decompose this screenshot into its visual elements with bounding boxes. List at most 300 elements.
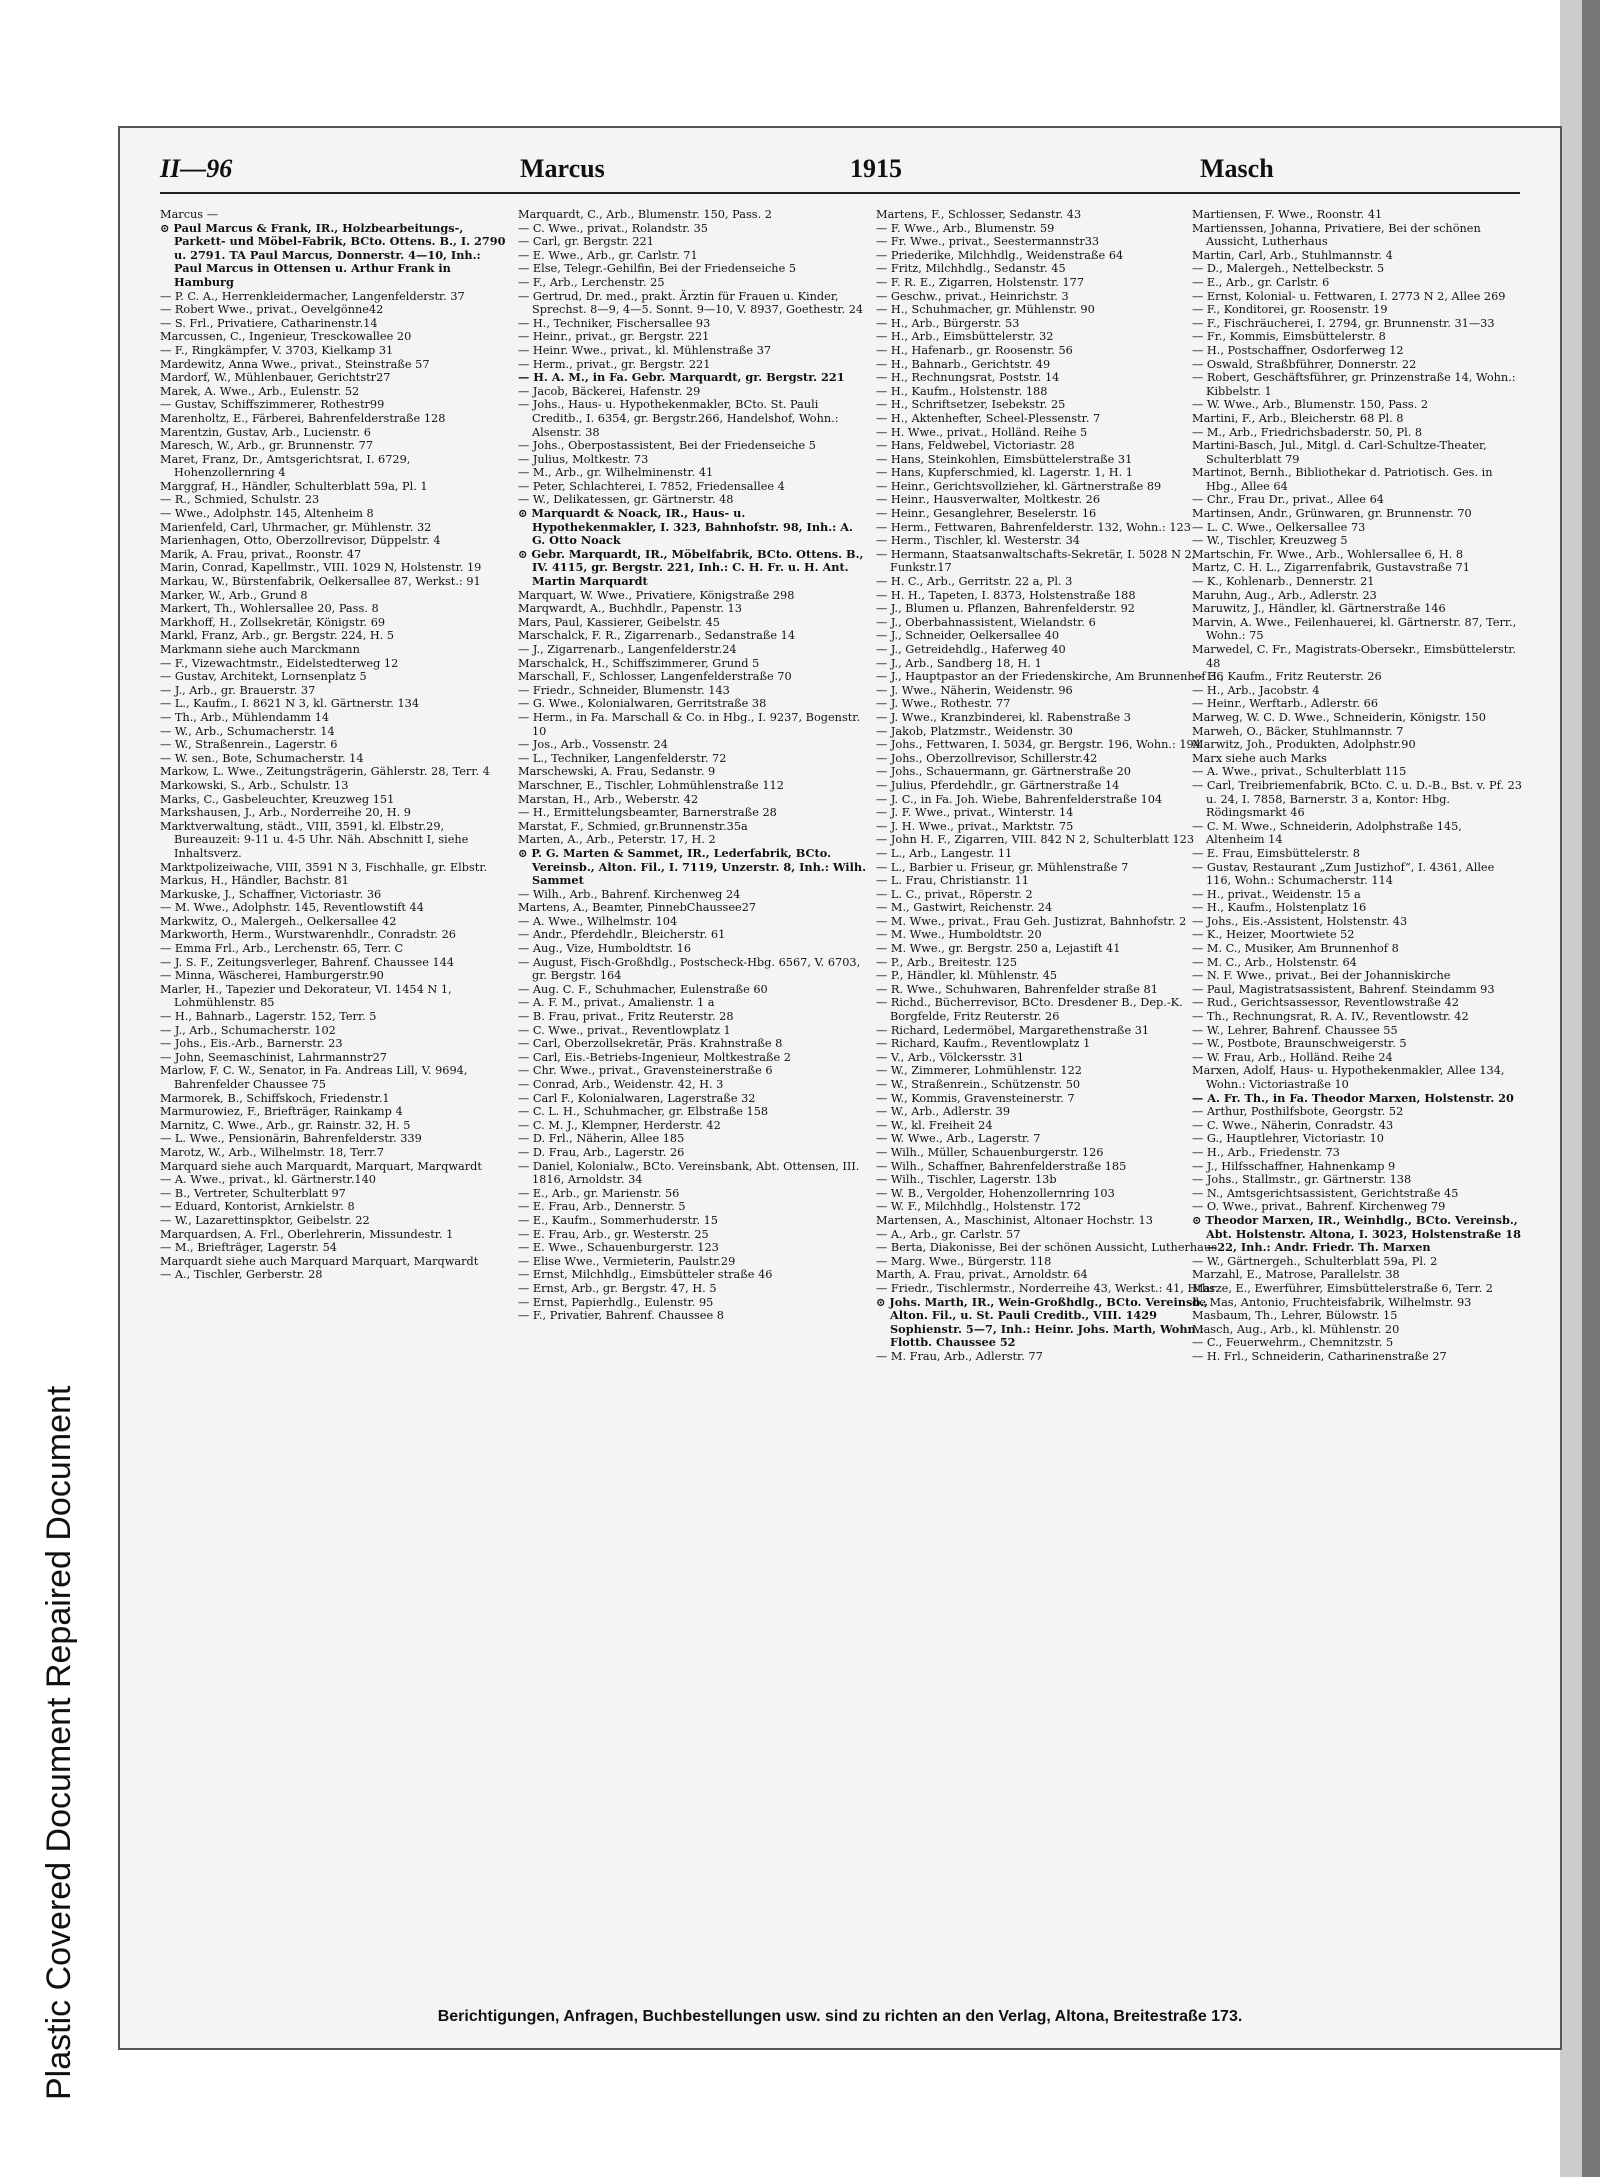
- directory-entry: — L. Wwe., Pensionärin, Bahrenfelderstr. 339: [160, 1132, 422, 1146]
- directory-entry: — Ernst, Papierhdlg., Eulenstr. 95: [518, 1295, 714, 1309]
- directory-entry: Mardewitz, Anna Wwe., privat., Steinstraße 57: [160, 357, 430, 371]
- directory-entry: — Jacob, Bäckerei, Hafenstr. 29: [518, 384, 701, 398]
- directory-entry: Marquard siehe auch Marquardt, Marquart, Marqwardt: [160, 1159, 482, 1173]
- directory-entry: Marienhagen, Otto, Oberzollrevisor, Düppelstr. 4: [160, 534, 441, 548]
- directory-entry: Marggraf, H., Händler, Schulterblatt 59a, Pl. 1: [160, 479, 428, 493]
- directory-entry: — F., Arb., Lerchenstr. 25: [518, 275, 665, 289]
- directory-entry: Markhoff, H., Zollsekretär, Königstr. 69: [160, 615, 386, 629]
- directory-entry: — W., Zimmerer, Lohmühlenstr. 122: [876, 1064, 1082, 1078]
- directory-entry: — M. C., Arb., Holstenstr. 64: [1192, 955, 1357, 969]
- directory-entry: — Wilh., Arb., Bahrenf. Kirchenweg 24: [518, 887, 741, 901]
- directory-entry: — August, Fisch-Großhdlg., Postscheck-Hbg. 6567, V. 6703, gr. Bergstr. 164: [518, 955, 861, 983]
- directory-entry: Marcussen, C., Ingenieur, Tresckowallee 20: [160, 330, 412, 344]
- directory-entry: — Fr. Wwe., privat., Seestermannstr33: [876, 235, 1100, 249]
- directory-entry: — J. Wwe., Rothestr. 77: [876, 697, 1011, 711]
- directory-entry: Markworth, Herm., Wurstwarenhdlr., Conradstr. 26: [160, 928, 456, 942]
- directory-entry: — W., Arb., Adlerstr. 39: [876, 1105, 1011, 1119]
- directory-entry: — Hans, Kupferschmied, kl. Lagerstr. 1, H. 1: [876, 466, 1133, 480]
- directory-entry: — Ernst, Kolonial- u. Fettwaren, I. 2773 N 2, Allee 269: [1192, 289, 1506, 303]
- directory-entry: — Julius, Pferdehdlr., gr. Gärtnerstraße 14: [876, 778, 1120, 792]
- header-right-word: Masch: [1200, 154, 1274, 183]
- directory-entry: — W., Lehrer, Bahrenf. Chaussee 55: [1192, 1023, 1398, 1037]
- directory-entry: Marik, A. Frau, privat., Roonstr. 47: [160, 547, 362, 561]
- directory-entry: Marschalck, F. R., Zigarrenarb., Sedanstraße 14: [518, 629, 796, 643]
- directory-entry: — Heinr., Gesanglehrer, Beselerstr. 16: [876, 507, 1097, 521]
- directory-entry: — Johs., Oberpostassistent, Bei der Friedenseiche 5: [518, 439, 816, 453]
- directory-entry: — C. L. H., Schuhmacher, gr. Elbstraße 158: [518, 1105, 769, 1119]
- directory-entry: — M. Wwe., Adolphstr. 145, Reventlowstift 44: [160, 901, 424, 915]
- directory-entry: — J. F. Wwe., privat., Winterstr. 14: [876, 806, 1074, 820]
- directory-entry: Marth, A. Frau, privat., Arnoldstr. 64: [876, 1268, 1088, 1282]
- directory-entry: Marschewski, A. Frau, Sedanstr. 9: [518, 765, 716, 779]
- directory-entry: — Herm., privat., gr. Bergstr. 221: [518, 357, 711, 371]
- directory-entry: — E. Frau, Arb., gr. Westerstr. 25: [518, 1227, 709, 1241]
- directory-entry: — Heinr. Wwe., privat., kl. Mühlenstraße 37: [518, 343, 772, 357]
- directory-entry: — Geschw., privat., Heinrichstr. 3: [876, 289, 1069, 303]
- directory-entry: — C. Wwe., privat., Rolandstr. 35: [518, 221, 708, 235]
- directory-entry: — J., Arb., Sandberg 18, H. 1: [876, 656, 1042, 670]
- directory-entry: — L. C., privat., Röperstr. 2: [876, 887, 1033, 901]
- directory-entry: Markshausen, J., Arb., Norderreihe 20, H. 9: [160, 806, 411, 820]
- directory-entry: — H., Bahnarb., Gerichtstr. 49: [876, 357, 1051, 371]
- directory-entry: — Ernst, Arb., gr. Bergstr. 47, H. 5: [518, 1281, 717, 1295]
- directory-entry: Marxen, Adolf, Haus- u. Hypothekenmakler, Allee 134, Wohn.: Victoriastraße 10: [1192, 1064, 1505, 1091]
- directory-entry: — H., Arb., Eimsbüttelerstr. 32: [876, 330, 1054, 344]
- directory-entry: Mars, Paul, Kassierer, Geibelstr. 45: [518, 615, 720, 629]
- page-number: II—96: [160, 154, 233, 183]
- directory-entry: — Hermann, Staatsanwaltschafts-Sekretär, I. 5028 N 2, Funkstr.17: [876, 547, 1196, 575]
- directory-entry: Maruwitz, J., Händler, kl. Gärtnerstraße 146: [1192, 602, 1446, 616]
- directory-entry: — A. Fr. Th., in Fa. Theodor Marxen, Holstenstr. 20: [1192, 1090, 1514, 1105]
- directory-entry: — C., Feuerwehrm., Chemnitzstr. 5: [1192, 1336, 1394, 1350]
- directory-entry: — J., Hauptpastor an der Friedenskirche, Am Brunnenhof 36: [876, 670, 1224, 684]
- directory-entry: Marten, A., Arb., Peterstr. 17, H. 2: [518, 833, 716, 847]
- directory-entry: — Jos., Arb., Vossenstr. 24: [518, 738, 668, 752]
- directory-entry: Marschall, F., Schlosser, Langenfelderstraße 70: [518, 670, 792, 684]
- directory-entry: — J. Wwe., Näherin, Weidenstr. 96: [876, 683, 1073, 697]
- directory-entry: Martini-Basch, Jul., Mitgl. d. Carl-Schultze-Theater, Schulterblatt 79: [1192, 439, 1487, 466]
- directory-entry: — H., Kaufm., Fritz Reuterstr. 26: [1192, 670, 1382, 684]
- directory-entry: — H., Ermittelungsbeamter, Barnerstraße 28: [518, 806, 777, 820]
- directory-entry: — Johs., Haus- u. Hypothekenmakler, BCto. St. Pauli Creditb., I. 6354, gr. Bergstr.266, Handelshof, Wohn.: Alsenstr. 38: [518, 398, 839, 439]
- directory-entry: — C. M. J., Klempner, Herderstr. 42: [518, 1118, 721, 1132]
- directory-entry: — W. sen., Bote, Schumacherstr. 14: [160, 751, 364, 765]
- directory-entry: — Conrad, Arb., Weidenstr. 42, H. 3: [518, 1078, 724, 1091]
- directory-entry: — P., Händler, kl. Mühlenstr. 45: [876, 969, 1058, 983]
- directory-entry: — Jakob, Platzmstr., Weidenstr. 30: [876, 724, 1073, 738]
- directory-entry: Marker, W., Arb., Grund 8: [160, 588, 308, 602]
- directory-entry: — J. H. Wwe., privat., Marktstr. 75: [876, 819, 1074, 833]
- directory-entry: Maruhn, Aug., Arb., Adlerstr. 23: [1192, 588, 1377, 602]
- directory-entry: Marquardt siehe auch Marquard Marquart, Marqwardt: [160, 1254, 479, 1268]
- directory-entry: — A., Arb., gr. Carlstr. 57: [876, 1227, 1021, 1241]
- directory-entry: — W., Delikatessen, gr. Gärtnerstr. 48: [518, 493, 734, 507]
- directory-entry: — H., Postschaffner, Osdorferweg 12: [1192, 343, 1404, 357]
- directory-entry: — Carl, Oberzollsekretär, Präs. Krahnstraße 8: [518, 1037, 783, 1051]
- directory-entry: — H., Techniker, Fischersallee 93: [518, 316, 711, 330]
- directory-entry: — M. Wwe., gr. Bergstr. 250 a, Lejastift 41: [876, 942, 1121, 956]
- directory-entry: — A., Tischler, Gerberstr. 28: [160, 1268, 323, 1282]
- directory-entry: — Wilh., Müller, Schauenburgerstr. 126: [876, 1145, 1104, 1159]
- directory-entry: Marentzin, Gustav, Arb., Lucienstr. 6: [160, 425, 371, 439]
- directory-entry: — B. Frau, privat., Fritz Reuterstr. 28: [518, 1010, 734, 1024]
- directory-entry: Martienssen, Johanna, Privatiere, Bei der schönen Aussicht, Lutherhaus: [1192, 221, 1481, 249]
- directory-entry: — Paul, Magistratsassistent, Bahrenf. Steindamm 93: [1192, 982, 1495, 996]
- directory-entry: Marschner, E., Tischler, Lohmühlenstraße 112: [518, 778, 784, 792]
- directory-entry: — J. C., in Fa. Joh. Wiebe, Bahrenfelderstraße 104: [876, 792, 1163, 806]
- directory-entry: Marmorek, B., Schiffskoch, Friedenstr.1: [160, 1091, 390, 1105]
- directory-entry: — H., privat., Weidenstr. 15 a: [1192, 887, 1361, 901]
- directory-entry: — J., Blumen u. Pflanzen, Bahrenfelderstr. 92: [876, 602, 1135, 616]
- directory-entry: — M. Frau, Arb., Adlerstr. 77: [876, 1349, 1043, 1363]
- directory-entry: — E., Arb., gr. Marienstr. 56: [518, 1186, 680, 1200]
- directory-entry: — L., Barbier u. Friseur, gr. Mühlenstraße 7: [876, 860, 1129, 874]
- directory-entry: — C. Wwe., privat., Reventlowplatz 1: [518, 1023, 731, 1037]
- directory-entry: — A. F. M., privat., Amalienstr. 1 a: [518, 996, 715, 1010]
- directory-entry: Marktverwaltung, städt., VIII, 3591, kl. Elbstr.29, Bureauzeit: 9-11 u. 4-5 Uhr. Näh. Abschnitt I, siehe Inhaltsverz.: [160, 819, 469, 860]
- directory-entry: Marienfeld, Carl, Uhrmacher, gr. Mühlenstr. 32: [160, 520, 432, 534]
- page-footer: Berichtigungen, Anfragen, Buchbestellungen usw. sind zu richten an den Verlag, Altona, Breitestraße 173.: [437, 2008, 1243, 2025]
- directory-entry: — E. Wwe., Schauenburgerstr. 123: [518, 1241, 719, 1255]
- page-header: [160, 148, 1520, 194]
- directory-entry: — M. C., Musiker, Am Brunnenhof 8: [1192, 942, 1399, 956]
- directory-entry: — Arthur, Posthilfsbote, Georgstr. 52: [1192, 1105, 1404, 1119]
- directory-entry: ⊙ P. G. Marten & Sammet, IR., Lederfabrik, BCto. Vereinsb., Alton. Fil., I. 7119, Unzerstr. 8, Inh.: Wilh. Sammet: [518, 845, 867, 888]
- directory-entry: Markmann siehe auch Marckmann: [160, 643, 360, 656]
- directory-entry: — M., Arb., gr. Wilhelminenstr. 41: [518, 466, 714, 480]
- directory-entry: Markow, L. Wwe., Zeitungsträgerin, Gählerstr. 28, Terr. 4: [160, 765, 490, 779]
- directory-entry: — G., Hauptlehrer, Victoriastr. 10: [1192, 1132, 1384, 1146]
- directory-entry: Markau, W., Bürstenfabrik, Oelkersallee 87, Werkst.: 91: [160, 575, 481, 589]
- directory-entry: ⊙ Theodor Marxen, IR., Weinhdlg., BCto. Vereinsb., Abt. Holstenstr. Altona, I. 3023, Holstenstraße 18—22, Inh.: Andr. Friedr. Th. Marxen: [1192, 1212, 1522, 1255]
- header-left-word: Marcus: [520, 154, 605, 183]
- directory-entry: Marschalck, H., Schiffszimmerer, Grund 5: [518, 656, 760, 670]
- directory-entry: — Johs., Schauermann, gr. Gärtnerstraße 20: [876, 765, 1131, 779]
- directory-page: [120, 128, 1560, 2048]
- directory-entry: Marenholtz, E., Färberei, Bahrenfelderstraße 128: [160, 411, 446, 425]
- directory-entry: — J., Hilfsschaffner, Hahnenkamp 9: [1192, 1159, 1396, 1173]
- directory-entry: Marotz, W., Arb., Wilhelmstr. 18, Terr.7: [160, 1145, 384, 1159]
- directory-entry: — H., Schriftsetzer, Isebekstr. 25: [876, 398, 1066, 412]
- directory-entry: — Richard, Kaufm., Reventlowplatz 1: [876, 1037, 1091, 1051]
- directory-entry: — Heinr., privat., gr. Bergstr. 221: [518, 330, 710, 344]
- directory-entry: — J. Wwe., Kranzbinderei, kl. Rabenstraße 3: [876, 710, 1131, 724]
- directory-entry: — Johs., Eis.-Assistent, Holstenstr. 43: [1192, 914, 1408, 928]
- side-label-text: Plastic Covered Document Repaired Document: [40, 1385, 78, 2100]
- directory-entry: — J., Schneider, Oelkersallee 40: [876, 629, 1060, 643]
- directory-entry: Martinsen, Andr., Grünwaren, gr. Brunnenstr. 70: [1192, 507, 1472, 521]
- directory-entry: — F. R. E., Zigarren, Holstenstr. 177: [876, 275, 1085, 289]
- directory-entry: — E. Frau, Arb., Dennerstr. 5: [518, 1200, 686, 1214]
- directory-entry: — Gustav, Restaurant „Zum Justizhof“, I. 4361, Allee 116, Wohn.: Schumacherstr. 114: [1192, 860, 1495, 888]
- directory-entry: — H., Bahnarb., Lagerstr. 152, Terr. 5: [160, 1010, 377, 1024]
- directory-entry: — W., Straßenrein., Schützenstr. 50: [876, 1078, 1081, 1091]
- directory-entry: — H., Kaufm., Holstenstr. 188: [876, 384, 1048, 398]
- directory-entry: Martz, C. H. L., Zigarrenfabrik, Gustavstraße 71: [1192, 561, 1470, 575]
- directory-entry: — Aug., Vize, Humboldtstr. 16: [518, 942, 692, 956]
- directory-entry: — S. Frl., Privatiere, Catharinenstr.14: [160, 316, 378, 330]
- directory-entry: — J., Oberbahnassistent, Wielandstr. 6: [876, 615, 1096, 629]
- directory-entry: — M., Briefträger, Lagerstr. 54: [160, 1241, 337, 1255]
- directory-entry: — F., Privatier, Bahrenf. Chaussee 8: [518, 1309, 724, 1323]
- directory-entry: — F., Vizewachtmstr., Eidelstedterweg 12: [160, 656, 399, 670]
- directory-entry: — M. Wwe., Humboldtstr. 20: [876, 928, 1042, 942]
- directory-entry: — Wilh., Tischler, Lagerstr. 13b: [876, 1173, 1057, 1187]
- directory-entry: — Robert, Geschäftsführer, gr. Prinzenstraße 14, Wohn.: Kibbelstr. 1: [1192, 371, 1516, 398]
- directory-entry: — J., Arb., Schumacherstr. 102: [160, 1023, 336, 1037]
- directory-entry: — L. C. Wwe., Oelkersallee 73: [1192, 520, 1366, 534]
- column-4: [1192, 208, 1522, 1363]
- directory-entry: — Carl F., Kolonialwaren, Lagerstraße 32: [518, 1091, 756, 1105]
- directory-entry: — R., Schmied, Schulstr. 23: [160, 493, 320, 507]
- directory-entry: Markert, Th., Wohlersallee 20, Pass. 8: [160, 602, 379, 616]
- directory-entry: — F. Wwe., Arb., Blumenstr. 59: [876, 221, 1055, 235]
- directory-entry: — Fr., Kommis, Eimsbüttelerstr. 8: [1192, 330, 1386, 344]
- directory-entry: ⊙ Marquardt & Noack, IR., Haus- u. Hypothekenmakler, I. 323, Bahnhofstr. 98, Inh.: A. G. Otto Noack: [518, 506, 853, 548]
- directory-entry: Markuske, J., Schaffner, Victoriastr. 36: [160, 887, 382, 901]
- directory-entry: Maresch, W., Arb., gr. Brunnenstr. 77: [160, 439, 374, 453]
- directory-entry: — Elise Wwe., Vermieterin, Paulstr.29: [518, 1254, 736, 1268]
- directory-entry: — Johs., Stallmstr., gr. Gärtnerstr. 138: [1192, 1173, 1412, 1187]
- directory-entry: — Eduard, Kontorist, Arnkielstr. 8: [160, 1200, 355, 1214]
- directory-entry: — John H. F., Zigarren, VIII. 842 N 2, Schulterblatt 123: [876, 833, 1195, 847]
- directory-entry: — G. Wwe., Kolonialwaren, Gerritstraße 38: [518, 697, 767, 711]
- directory-entry: — W., Kommis, Gravensteinerstr. 7: [876, 1091, 1075, 1105]
- directory-entry: — A. Wwe., Wilhelmstr. 104: [518, 914, 678, 928]
- directory-entry: — Heinr., Gerichtsvollzieher, kl. Gärtnerstraße 89: [876, 479, 1162, 493]
- directory-entry: Marwitz, Joh., Produkten, Adolphstr.90: [1192, 738, 1416, 752]
- directory-entry: — H., Kaufm., Holstenplatz 16: [1192, 901, 1367, 915]
- directory-entry: Martiensen, F. Wwe., Roonstr. 41: [1192, 208, 1383, 221]
- directory-entry: — Emma Frl., Arb., Lerchenstr. 65, Terr. C: [160, 942, 404, 956]
- directory-entry: — W. B., Vergolder, Hohenzollernring 103: [876, 1186, 1115, 1200]
- directory-entry: Masch, Aug., Arb., kl. Mühlenstr. 20: [1192, 1322, 1400, 1336]
- directory-entry: — Berta, Diakonisse, Bei der schönen Aussicht, Lutherhaus: [876, 1241, 1217, 1255]
- directory-entry: — Wilh., Schaffner, Bahrenfelderstraße 185: [876, 1159, 1127, 1173]
- directory-entry: — Priederike, Milchhdlg., Weidenstraße 64: [876, 248, 1124, 262]
- directory-entry: — B., Vertreter, Schulterblatt 97: [160, 1186, 346, 1200]
- directory-entry: — M., Gastwirt, Reichenstr. 24: [876, 901, 1053, 915]
- directory-entry: Markus, H., Händler, Bachstr. 81: [160, 874, 349, 888]
- directory-entry: — E. Frau, Eimsbüttelerstr. 8: [1192, 846, 1360, 860]
- directory-entry: — Peter, Schlachterei, I. 7852, Friedensallee 4: [518, 479, 785, 493]
- directory-entry: — H. H., Tapeten, I. 8373, Holstenstraße 188: [876, 588, 1136, 602]
- directory-entry: Marek, A. Wwe., Arb., Eulenstr. 52: [160, 384, 360, 398]
- directory-entry: — Friedr., Schneider, Blumenstr. 143: [518, 683, 730, 697]
- directory-entry: — F., Fischräucherei, I. 2794, gr. Brunnenstr. 31—33: [1192, 316, 1495, 330]
- directory-entry: — Chr. Wwe., privat., Gravensteinerstraße 6: [518, 1064, 773, 1078]
- directory-entry: — Fritz, Milchhdlg., Sedanstr. 45: [876, 262, 1066, 276]
- side-label: [0, 0, 78, 2177]
- directory-entry: ⊙ Johs. Marth, IR., Wein-Großhdlg., BCto. Vereinsb., Alton. Fil., u. St. Pauli Creditb., VIII. 1429 Sophienstr. 5—7, Inh.: Heinr. Johs. Marth, Wohn.: Flottb. Chaussee 52: [876, 1294, 1209, 1350]
- directory-entry: Marmurowiez, F., Briefträger, Rainkamp 4: [160, 1105, 403, 1119]
- directory-entry: — N. F. Wwe., privat., Bei der Johanniskirche: [1192, 969, 1451, 983]
- directory-entry: — H., Arb., Bürgerstr. 53: [876, 316, 1020, 330]
- directory-entry: — H., Arb., Jacobstr. 4: [1192, 683, 1320, 697]
- directory-entry: — D., Malergeh., Nettelbeckstr. 5: [1192, 262, 1385, 276]
- directory-entry: — Hans, Feldwebel, Victoriastr. 28: [876, 439, 1075, 453]
- directory-entry: — J., Arb., gr. Brauerstr. 37: [160, 683, 316, 697]
- directory-entry: — John, Seemaschinist, Lahrmannstr27: [160, 1050, 387, 1064]
- directory-entry: Markowski, S., Arb., Schulstr. 13: [160, 778, 349, 792]
- directory-entry: — E., Arb., gr. Carlstr. 6: [1192, 275, 1330, 289]
- directory-entry: — A. Wwe., privat., kl. Gärtnerstr.140: [160, 1173, 376, 1187]
- directory-entry: Marquart, W. Wwe., Privatiere, Königstraße 298: [518, 588, 795, 602]
- directory-entry: Martini, F., Arb., Bleicherstr. 68 Pl. 8: [1192, 411, 1404, 425]
- directory-entry: Martin, Carl, Arb., Stuhlmannstr. 4: [1192, 248, 1393, 262]
- directory-entry: Marze, E., Ewerführer, Eimsbüttelerstraße 6, Terr. 2: [1192, 1281, 1493, 1295]
- directory-entry: Martinot, Bernh., Bibliothekar d. Patriotisch. Ges. in Hbg., Allee 64: [1192, 466, 1493, 493]
- directory-entry: — Carl, Eis.-Betriebs-Ingenieur, Moltkestraße 2: [518, 1050, 791, 1064]
- directory-entry: Marweh, O., Bäcker, Stuhlmannstr. 7: [1192, 724, 1404, 738]
- directory-entry: Martens, A., Beamter, PinnebChaussee27: [518, 901, 757, 915]
- directory-entry: — J. S. F., Zeitungsverleger, Bahrenf. Chaussee 144: [160, 955, 455, 969]
- directory-entry: Marvin, A. Wwe., Feilenhauerei, kl. Gärtnerstr. 87, Terr., Wohn.: 75: [1192, 615, 1517, 643]
- directory-entry: — P. C. A., Herrenkleidermacher, Langenfelderstr. 37: [160, 289, 465, 303]
- directory-entry: — Gertrud, Dr. med., prakt. Ärztin für Frauen u. Kinder, Sprechst. 8—9, 4—5. Sonnt. 9—10, V. 8937, Goethestr. 24: [518, 289, 864, 317]
- scan-edge-light: [1560, 0, 1582, 2177]
- directory-entry: — Th., Arb., Mühlendamm 14: [160, 710, 330, 724]
- directory-entry: — L. Frau, Christianstr. 11: [876, 874, 1029, 888]
- directory-entry: Maret, Franz, Dr., Amtsgerichtsrat, I. 6729, Hohenzollernring 4: [160, 452, 411, 480]
- directory-entry: — H. A. M., in Fa. Gebr. Marquardt, gr. Bergstr. 221: [518, 370, 845, 385]
- directory-entry: Marnitz, C. Wwe., Arb., gr. Rainstr. 32, H. 5: [160, 1118, 411, 1132]
- directory-entry: — Minna, Wäscherei, Hamburgerstr.90: [160, 969, 384, 983]
- column-1: [160, 208, 510, 1282]
- directory-entry: — J., Zigarrenarb., Langenfelderstr.24: [518, 643, 737, 656]
- directory-entry: — L., Techniker, Langenfelderstr. 72: [518, 751, 727, 765]
- directory-entry: Marstan, H., Arb., Weberstr. 42: [518, 792, 699, 806]
- directory-entry: — H. C., Arb., Gerritstr. 22 a, Pl. 3: [876, 575, 1073, 589]
- directory-entry: — D. Frau, Arb., Lagerstr. 26: [518, 1145, 685, 1159]
- directory-entry: — Johs., Oberzollrevisor, Schillerstr.42: [876, 751, 1098, 765]
- directory-entry: — C. Wwe., Näherin, Conradstr. 43: [1192, 1118, 1394, 1132]
- directory-entry: — Ernst, Milchhdlg., Eimsbütteler straße 46: [518, 1268, 773, 1282]
- directory-entry: — W., kl. Freiheit 24: [876, 1118, 993, 1132]
- directory-entry: — Else, Telegr.-Gehilfin, Bei der Friedenseiche 5: [518, 262, 797, 276]
- directory-entry: — W., Lazarettinspktor, Geibelstr. 22: [160, 1213, 370, 1227]
- directory-entry: Marstat, F., Schmied, gr.Brunnenstr.35a: [518, 819, 748, 833]
- directory-entry: — Hans, Steinkohlen, Eimsbüttelerstraße 31: [876, 452, 1133, 466]
- directory-entry: de Mas, Antonio, Fruchteisfabrik, Wilhelmstr. 93: [1192, 1295, 1472, 1309]
- directory-entry: — Wwe., Adolphstr. 145, Altenheim 8: [160, 507, 374, 521]
- directory-entry: — W. Wwe., Arb., Blumenstr. 150, Pass. 2: [1192, 398, 1429, 412]
- directory-entry: Martensen, A., Maschinist, Altonaer Hochstr. 13: [876, 1213, 1153, 1227]
- directory-entry: — M. Wwe., privat., Frau Geh. Justizrat, Bahnhofstr. 2: [876, 914, 1187, 928]
- directory-entry: Marqwardt, A., Buchhdlr., Papenstr. 13: [518, 602, 742, 616]
- directory-entry: — H. Frl., Schneiderin, Catharinenstraße 27: [1192, 1349, 1447, 1363]
- directory-entry: — Herm., in Fa. Marschall & Co. in Hbg., I. 9237, Bogenstr. 10: [518, 710, 861, 738]
- directory-entry: — Marg. Wwe., Bürgerstr. 118: [876, 1254, 1052, 1268]
- directory-entry: — W., Arb., Schumacherstr. 14: [160, 724, 335, 738]
- directory-entry: Marler, H., Tapezier und Dekorateur, VI. 1454 N 1, Lohmühlenstr. 85: [160, 982, 452, 1010]
- directory-entry: — L., Arb., Langestr. 11: [876, 846, 1013, 860]
- directory-entry: Markl, Franz, Arb., gr. Bergstr. 224, H. 5: [160, 629, 395, 643]
- directory-entry: Marquardsen, A. Frl., Oberlehrerin, Missundestr. 1: [160, 1227, 454, 1241]
- directory-entry: — H., Aktenhefter, Scheel-Plessenstr. 7: [876, 411, 1101, 425]
- directory-entry: — V., Arb., Völckersstr. 31: [876, 1050, 1025, 1064]
- directory-entry: — F., Ringkämpfer, V. 3703, Kielkamp 31: [160, 343, 394, 357]
- directory-entry: Masbaum, Th., Lehrer, Bülowstr. 15: [1192, 1309, 1398, 1323]
- directory-entry: — W. Frau, Arb., Holländ. Reihe 24: [1192, 1050, 1393, 1064]
- directory-entry: — W., Postbote, Braunschweigerstr. 5: [1192, 1037, 1407, 1051]
- directory-entry: Marlow, F. C. W., Senator, in Fa. Andreas Lill, V. 9694, Bahrenfelder Chaussee 75: [160, 1064, 468, 1091]
- directory-entry: Marquardt, C., Arb., Blumenstr. 150, Pass. 2: [518, 208, 772, 221]
- directory-entry: Marx siehe auch Marks: [1192, 751, 1327, 765]
- directory-entry: ⊙ Paul Marcus & Frank, IR., Holzbearbeitungs-, Parkett- und Möbel-Fabrik, BCto. Ottens. B., I. 2790 u. 2791. TA Paul Marcus, Donnerstr. 4—10, Inh.: Paul Marcus in Ottensen u. Arthur Frank in Hamburg: [160, 220, 506, 289]
- directory-entry: — F., Konditorei, gr. Roosenstr. 19: [1192, 303, 1388, 317]
- directory-entry: — W., Tischler, Kreuzweg 5: [1192, 534, 1348, 548]
- directory-entry: — Andr., Pferdehdlr., Bleicherstr. 61: [518, 928, 726, 942]
- directory-entry: — H., Rechnungsrat, Poststr. 14: [876, 371, 1060, 385]
- directory-entry: — C. M. Wwe., Schneiderin, Adolphstraße 145, Altenheim 14: [1192, 819, 1462, 847]
- directory-entry: Marcus —: [160, 208, 218, 221]
- directory-entry: — Heinr., Hausverwalter, Moltkestr. 26: [876, 493, 1101, 507]
- directory-entry: — P., Arb., Breitestr. 125: [876, 955, 1018, 969]
- directory-entry: Marin, Conrad, Kapellmstr., VIII. 1029 N, Holstenstr. 19: [160, 561, 482, 575]
- directory-entry: — Carl, Treibriemenfabrik, BCto. C. u. D.-B., Bst. v. Pf. 23 u. 24, I. 7858, Barnerstr. 3 a, Kontor: Hbg. Rödingsmarkt 46: [1192, 778, 1522, 820]
- directory-entry: Marks, C., Gasbeleuchter, Kreuzweg 151: [160, 792, 395, 806]
- directory-entry: — M., Arb., Friedrichsbaderstr. 50, Pl. 8: [1192, 425, 1423, 439]
- directory-entry: Martens, F., Schlosser, Sedanstr. 43: [876, 208, 1082, 221]
- directory-entry: — Richard, Ledermöbel, Margarethenstraße 31: [876, 1023, 1150, 1037]
- directory-entry: — Th., Rechnungsrat, R. A. IV., Reventlowstr. 42: [1192, 1010, 1469, 1024]
- directory-entry: — N., Amtsgerichtsassistent, Gerichtstraße 45: [1192, 1186, 1459, 1200]
- directory-entry: — J., Getreidehdlg., Haferweg 40: [876, 643, 1066, 656]
- directory-entry: — O. Wwe., privat., Bahrenf. Kirchenweg 79: [1192, 1200, 1446, 1214]
- directory-entry: — Gustav, Architekt, Lornsenplatz 5: [160, 670, 367, 684]
- directory-entry: — H. Wwe., privat., Holländ. Reihe 5: [876, 425, 1088, 439]
- directory-entry: — H., Arb., Friedenstr. 73: [1192, 1145, 1340, 1159]
- column-3: [876, 208, 1226, 1363]
- directory-entry: Marwedel, C. Fr., Magistrats-Obersekr., Eimsbüttelerstr. 48: [1192, 643, 1517, 670]
- directory-entry: — Johs., Fettwaren, I. 5034, gr. Bergstr. 196, Wohn.: 194: [876, 738, 1201, 752]
- directory-entry: Marktpolizeiwache, VIII, 3591 N 3, Fischhalle, gr. Elbstr.: [160, 860, 488, 874]
- directory-entry: — W. Wwe., Arb., Lagerstr. 7: [876, 1132, 1041, 1146]
- directory-entry: — Gustav, Schiffszimmerer, Rothestr99: [160, 398, 385, 412]
- directory-entry: — Robert Wwe., privat., Oevelgönne42: [160, 303, 384, 317]
- column-2: [518, 208, 868, 1323]
- directory-entry: Markwitz, O., Malergeh., Oelkersallee 42: [160, 914, 397, 928]
- directory-entry: — Herm., Fettwaren, Bahrenfelderstr. 132, Wohn.: 123: [876, 520, 1191, 534]
- directory-entry: — W., Gärtnergeh., Schulterblatt 59a, Pl. 2: [1192, 1254, 1438, 1268]
- directory-entry: — Aug. C. F., Schuhmacher, Eulenstraße 60: [518, 982, 768, 996]
- directory-entry: Mardorf, W., Mühlenbauer, Gerichtstr27: [160, 371, 391, 385]
- directory-entry: — D. Frl., Näherin, Allee 185: [518, 1132, 685, 1146]
- header-year: 1915: [850, 154, 902, 183]
- directory-entry: — Johs., Eis.-Arb., Barnerstr. 23: [160, 1037, 343, 1051]
- directory-entry: — E. Wwe., Arb., gr. Carlstr. 71: [518, 248, 698, 262]
- directory-entry: — Oswald, Straßbführer, Donnerstr. 22: [1192, 357, 1417, 371]
- directory-entry: — Chr., Frau Dr., privat., Allee 64: [1192, 493, 1384, 507]
- directory-entry: — Julius, Moltkestr. 73: [518, 452, 649, 466]
- directory-entry: Martschin, Fr. Wwe., Arb., Wohlersallee 6, H. 8: [1192, 547, 1464, 561]
- directory-entry: — K., Kohlenarb., Dennerstr. 21: [1192, 575, 1375, 589]
- directory-entry: — Richd., Bücherrevisor, BCto. Dresdener B., Dep.-K. Borgfelde, Fritz Reuterstr. 26: [876, 996, 1183, 1024]
- directory-entry: Marweg, W. C. D. Wwe., Schneiderin, Königstr. 150: [1192, 710, 1486, 724]
- directory-entry: — E., Kaufm., Sommerhuderstr. 15: [518, 1213, 718, 1227]
- directory-entry: — W. F., Milchhdlg., Holstenstr. 172: [876, 1200, 1081, 1214]
- directory-entry: — K., Heizer, Moortwiete 52: [1192, 928, 1355, 942]
- directory-entry: — Carl, gr. Bergstr. 221: [518, 235, 654, 249]
- directory-entry: — L., Kaufm., I. 8621 N 3, kl. Gärtnerstr. 134: [160, 697, 420, 711]
- directory-entry: — H., Hafenarb., gr. Roosenstr. 56: [876, 343, 1073, 357]
- directory-entry: — Heinr., Werftarb., Adlerstr. 66: [1192, 697, 1379, 711]
- directory-entry: — H., Schuhmacher, gr. Mühlenstr. 90: [876, 303, 1095, 317]
- directory-entry: — Friedr., Tischlermstr., Norderreihe 43, Werkst.: 41, Hths.: [876, 1281, 1219, 1295]
- scan-edge: [1582, 0, 1600, 2177]
- directory-entry: — Rud., Gerichtsassessor, Reventlowstraße 42: [1192, 996, 1459, 1010]
